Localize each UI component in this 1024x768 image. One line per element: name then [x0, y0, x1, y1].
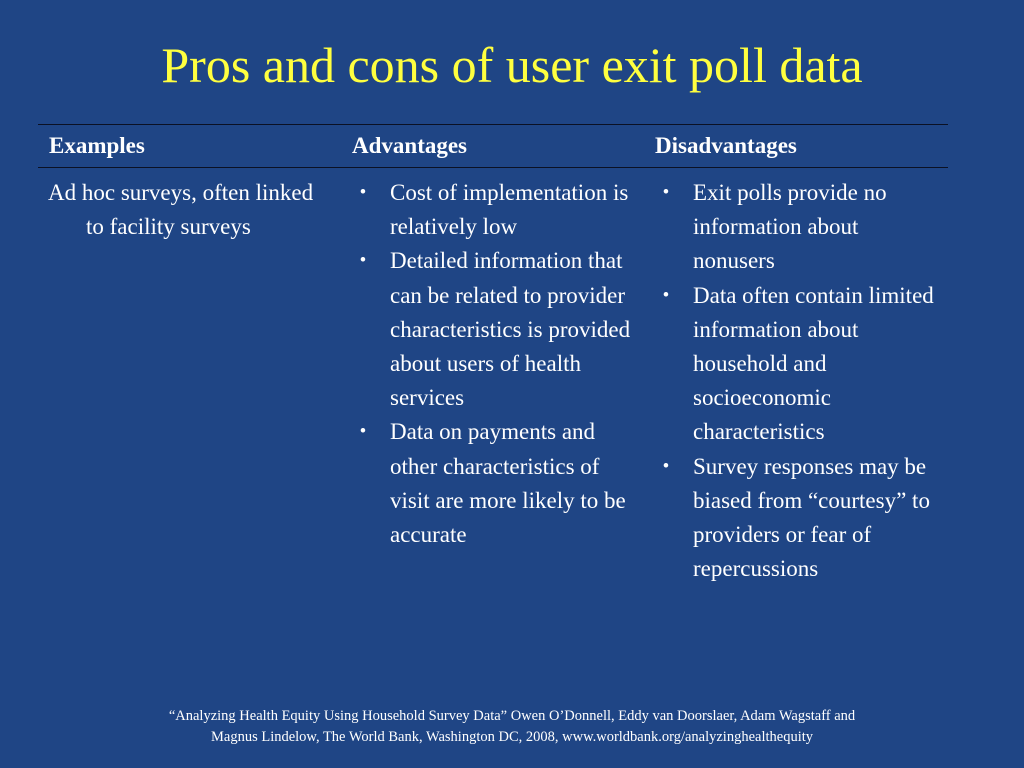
slide-title: Pros and cons of user exit poll data	[161, 37, 863, 93]
disadvantage-text: Survey responses may be biased from “courtesy” to providers or fear of repercussions	[693, 453, 930, 582]
table-body-row	[38, 168, 948, 586]
bullet-icon: •	[359, 182, 367, 203]
advantage-item	[341, 415, 644, 552]
advantage-text: Detailed information that can be related to provider characteristics is provided about users of health services	[390, 248, 631, 411]
citation-footer	[0, 706, 1024, 748]
header-advantages: Advantages	[352, 133, 468, 158]
bullet-icon: •	[662, 182, 670, 203]
bullet-icon: •	[359, 421, 367, 443]
disadvantage-text: Data often contain limited information about household and socioeconomic characteristics	[693, 282, 934, 445]
citation-line-1: “Analyzing Health Equity Using Household Survey Data” Owen O’Donnell, Eddy van Doorslaer, Adam Wagstaff and	[168, 708, 856, 724]
disadvantage-text: Exit polls provide no information about nonusers	[693, 180, 887, 274]
advantage-text: Cost of implementation is relatively low	[390, 180, 629, 240]
citation-line-2: Magnus Lindelow, The World Bank, Washington DC, 2008, www.worldbank.org/analyzinghealthequity	[210, 729, 814, 745]
example-text: Ad hoc surveys, often linked to facility surveys	[48, 180, 314, 240]
disadvantage-item	[644, 279, 948, 450]
disadvantage-item	[644, 450, 948, 587]
bullet-icon: •	[359, 250, 367, 272]
bullet-icon: •	[662, 455, 670, 477]
advantage-item	[341, 176, 644, 244]
examples-cell	[38, 176, 341, 586]
advantages-list	[341, 176, 644, 552]
disadvantage-item	[644, 176, 948, 279]
advantages-cell	[341, 176, 644, 586]
disadvantages-list	[644, 176, 948, 586]
advantage-item	[341, 244, 644, 415]
disadvantages-cell	[644, 176, 948, 586]
advantage-text: Data on payments and other characteristics of visit are more likely to be accurate	[390, 419, 626, 548]
header-examples: Examples	[49, 133, 145, 158]
header-disadvantages: Disadvantages	[655, 133, 797, 158]
bullet-icon: •	[662, 284, 670, 306]
table-header-row	[38, 125, 948, 168]
pros-cons-table	[38, 124, 948, 586]
